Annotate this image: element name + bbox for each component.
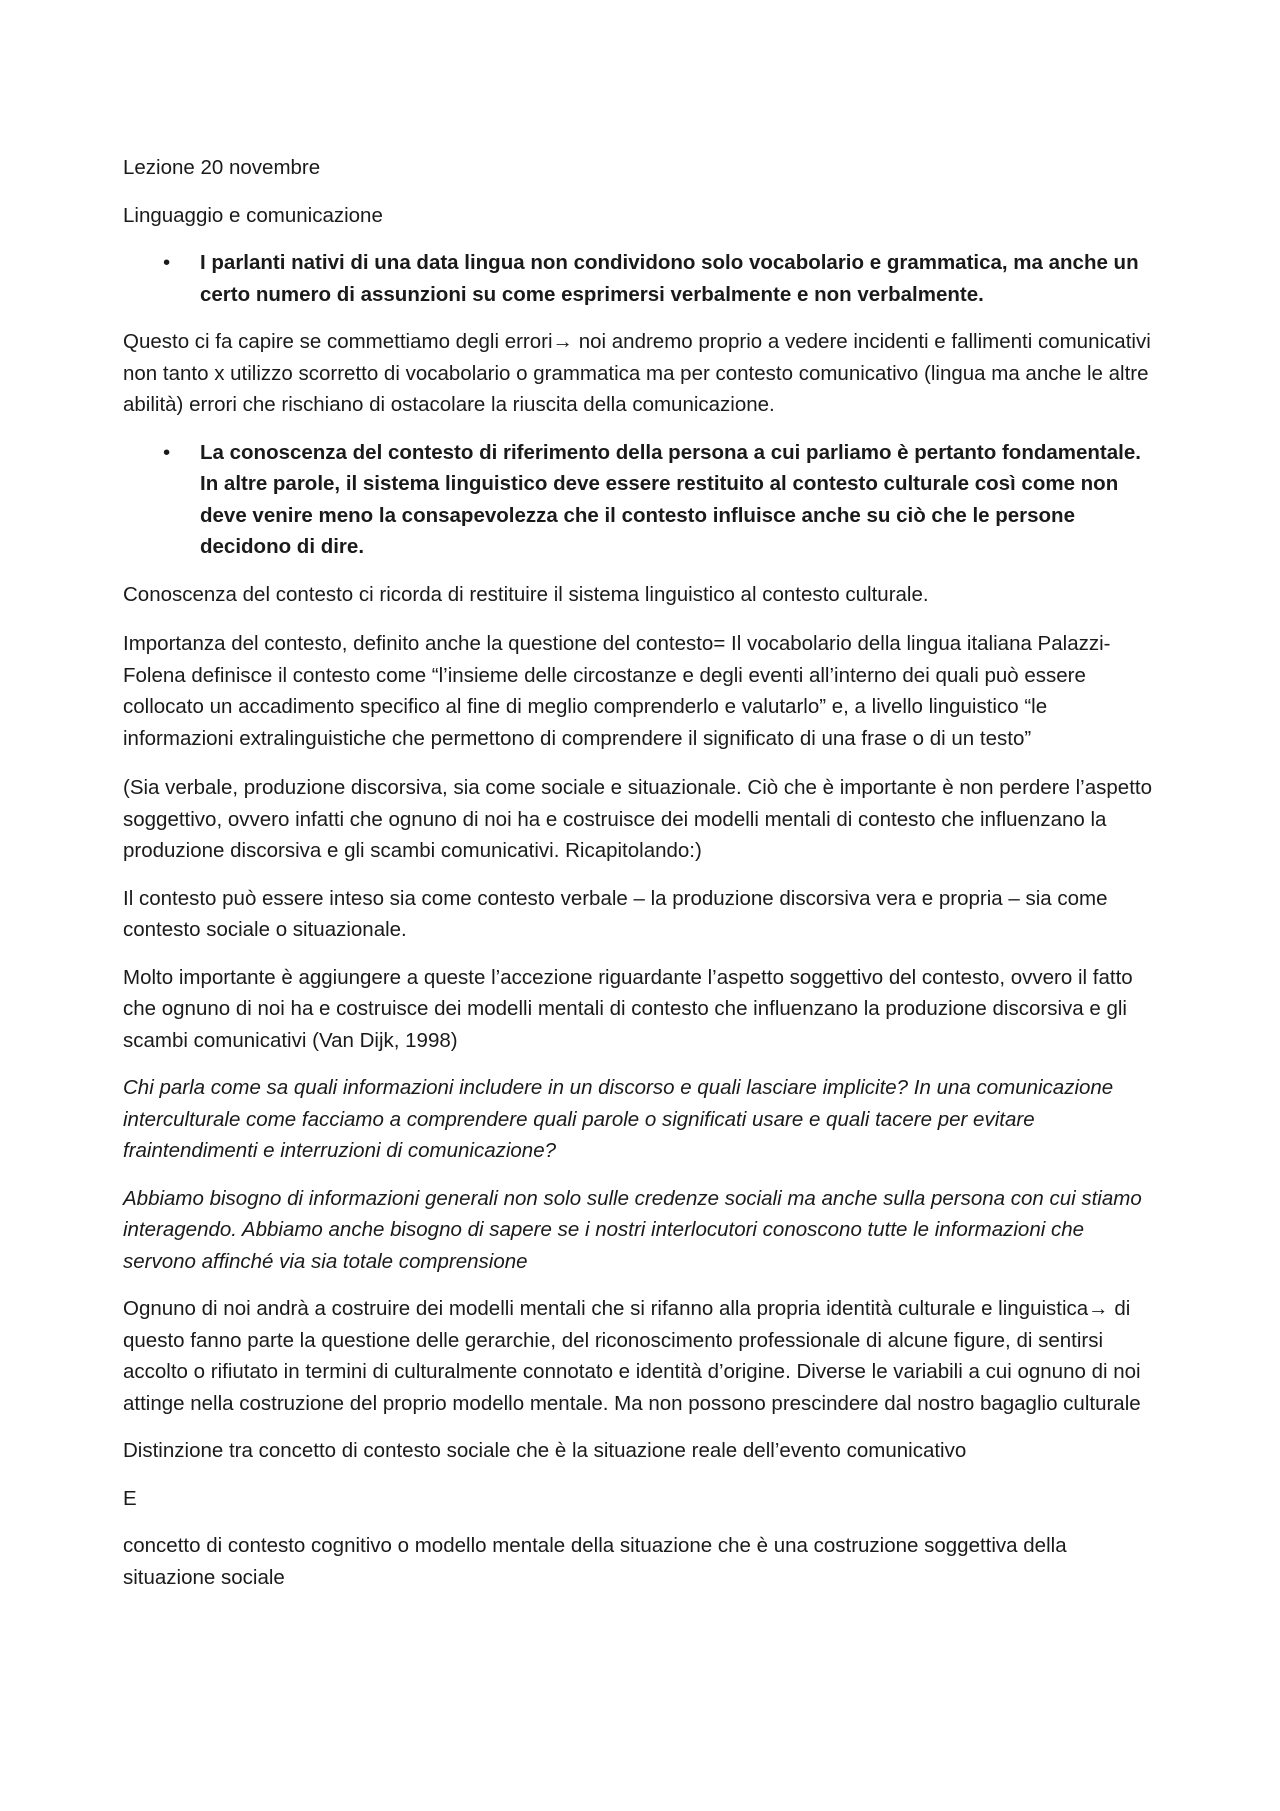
lesson-topic: Linguaggio e comunicazione xyxy=(123,203,383,227)
paragraph-errors: Questo ci fa capire se commettiamo degli errori→ noi andremo proprio a vedere incidenti e fallimenti comunicativi non tanto x utilizzo scorretto di vocabolario o grammatica ma per contesto comunicativo (lingua ma anche le altre abilità) errori che rischiano di ostacolare la riuscita della comunicazione. xyxy=(123,330,1151,416)
bullet-item xyxy=(123,247,1160,310)
bullet-text: La conoscenza del contesto di riferimento della persona a cui parliamo è pertanto fondamentale. In altre parole, il sistema linguistico deve essere restituito al contesto culturale così come non deve venire meno la consapevolezza che il contesto influisce anche su ciò che le persone decidono di dire. xyxy=(200,440,1141,558)
paragraph-context-types: Il contesto può essere inteso sia come contesto verbale – la produzione discorsiva vera e propria – sia come contesto sociale o situazionale. xyxy=(123,886,1108,941)
paragraph-conjunction: E xyxy=(123,1486,137,1510)
bullet-item xyxy=(123,437,1160,563)
bullet-icon: • xyxy=(163,251,171,274)
lesson-date: Lezione 20 novembre xyxy=(123,156,321,179)
bullet-text: I parlanti nativi di una data lingua non condividono solo vocabolario e grammatica, ma anche un certo numero di assunzioni su come esprimersi verbalmente e non verbalmente. xyxy=(200,251,1139,306)
paragraph-subjective: Molto importante è aggiungere a queste l’accezione riguardante l’aspetto soggettivo del contesto, ovvero il fatto che ognuno di noi ha e costruisce dei modelli mentali di contesto che influenzano la produzione discorsiva e gli scambi comunicativi (Van Dijk, 1998) xyxy=(123,965,1133,1052)
paragraph-importance: Importanza del contesto, definito anche la questione del contesto= Il vocabolario della lingua italiana Palazzi-Folena definisce il contesto come “l’insieme delle circostanze e degli eventi all’interno dei quali può essere collocato un accadimento specifico al fine di meglio comprenderlo e valutarlo” e, a livello linguistico “le informazioni extralinguistiche che permettono di comprendere il significato di una frase o di un testo” xyxy=(123,632,1111,750)
paragraph-cognitive: concetto di contesto cognitivo o modello mentale della situazione che è una costruzione soggettiva della situazione sociale xyxy=(123,1534,1067,1589)
paragraph-summary-note: (Sia verbale, produzione discorsiva, sia come sociale e situazionale. Ciò che è importante è non perdere l’aspetto soggettivo, ovvero infatti che ognuno di noi ha e costruisce dei modelli mentali di contesto che influenzano la produzione discorsiva e gli scambi comunicativi. Ricapitolando:) xyxy=(123,776,1152,862)
paragraph-mental-models: Ognuno di noi andrà a costruire dei modelli mentali che si rifanno alla propria identità culturale e linguistica→ di questo fanno parte la questione delle gerarchie, del riconoscimento professionale di alcune figure, di sentirsi accolto o rifiutato in termini di culturalmente connotato e identità d’origine. Diverse le variabili a cui ognuno di noi attinge nella costruzione del proprio modello mentale. Ma non possono prescindere dal nostro bagaglio culturale xyxy=(123,1297,1141,1415)
bullet-list-1 xyxy=(123,247,1160,310)
paragraph-question: Chi parla come sa quali informazioni includere in un discorso e quali lasciare implicite? In una comunicazione interculturale come facciamo a comprendere quali parole o significati usare e quali tacere per evitare fraintendimenti e interruzioni di comunicazione? xyxy=(123,1076,1114,1162)
paragraph-distinction: Distinzione tra concetto di contesto sociale che è la situazione reale dell’evento comunicativo xyxy=(123,1439,967,1462)
paragraph-need-info: Abbiamo bisogno di informazioni generali non solo sulle credenze sociali ma anche sulla persona con cui stiamo interagendo. Abbiamo anche bisogno di sapere se i nostri interlocutori conoscono tutte le informazioni che servono affinché via sia totale comprensione xyxy=(123,1186,1142,1273)
bullet-list-2 xyxy=(123,437,1160,563)
bullet-icon: • xyxy=(163,440,171,464)
paragraph-knowledge: Conoscenza del contesto ci ricorda di restituire il sistema linguistico al contesto culturale. xyxy=(123,582,929,606)
